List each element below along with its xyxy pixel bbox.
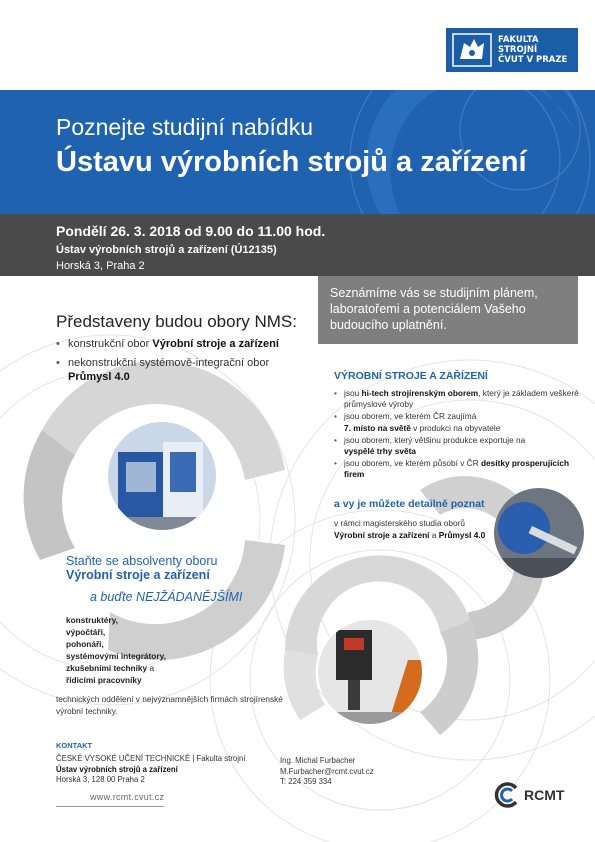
machine-photo-left <box>108 422 216 530</box>
contact-line2 <box>56 765 256 776</box>
vsz-heading: VÝROBNÍ STROJE A ZAŘÍZENÍ <box>334 370 488 382</box>
program2-prefix: nekonstrukční systémově-integrační obor <box>68 357 270 369</box>
event-address: Horská 3, Praha 2 <box>56 260 145 272</box>
contact-line1: ČESKÉ VYSOKÉ UČENÍ TECHNICKÉ | Fakulta strojní <box>56 754 246 763</box>
poznat-c: a <box>429 529 439 540</box>
spindle-photo-right <box>494 488 584 578</box>
vsz-list <box>334 388 579 481</box>
event-date: Pondělí 26. 3. 2018 od 9.00 do 11.00 hod. <box>56 223 326 239</box>
person-email[interactable]: M.Furbacher@rcmt.cvut.cz <box>280 766 374 776</box>
absolvent-line1: Staňte se absolventy oboru <box>66 554 218 568</box>
poznat-heading: a vy je můžete detailně poznat <box>334 498 485 510</box>
program2-name: Průmysl 4.0 <box>68 371 130 383</box>
person-name: Ing. Michal Furbacher <box>280 756 356 765</box>
list-item <box>66 662 166 674</box>
poznat-a: v rámci magisterského studia oborů <box>334 518 465 528</box>
rcmt-logo <box>494 782 564 808</box>
contact-heading: KONTAKT <box>56 741 93 750</box>
vsz-b4-a: jsou oborem, ve kterém působí v ČR <box>344 458 481 469</box>
list-item <box>334 435 579 457</box>
roles-list <box>66 614 166 686</box>
contact-person <box>280 756 374 788</box>
website-link[interactable]: www.rcmt.cvut.cz <box>90 792 165 802</box>
list-item: řídicími pracovníky <box>66 675 142 685</box>
robot-image <box>318 620 422 724</box>
program1-name: Výrobní stroje a zařízení <box>152 338 279 350</box>
title-line2: Ústavu výrobních strojů a zařízení <box>56 146 527 178</box>
program1-prefix: konstrukční obor <box>68 338 153 350</box>
poznat-b: Výrobní stroje a zařízení <box>334 529 430 540</box>
vsz-b3-a: jsou oborem, který většinu produkce exportuje na <box>344 434 526 445</box>
vsz-section <box>334 370 579 482</box>
programs-list <box>56 337 316 389</box>
list-item <box>56 356 316 384</box>
intro-box <box>318 276 578 344</box>
robot-photo-bottom <box>318 620 422 724</box>
list-item <box>334 388 579 410</box>
list-item: pohonáři, <box>66 639 104 649</box>
title-line1: Poznejte studijní nabídku <box>56 114 314 140</box>
absolvent-line2: Výrobní stroje a zařízení <box>66 568 210 582</box>
list-item <box>56 337 316 351</box>
programs-section <box>56 312 297 332</box>
title-band <box>0 90 595 214</box>
list-item: výpočtáři, <box>66 627 106 637</box>
event-institute: Ústav výrobních strojů a zařízení (Ú12135) <box>56 244 277 256</box>
vsz-b1-c: , který je základem veškeré průmyslové výroby <box>344 388 579 410</box>
contact-block <box>56 741 256 786</box>
list-item: konstruktéry, <box>66 615 118 625</box>
logo-line3: ČVUT V PRAZE <box>498 55 568 65</box>
logo-text <box>498 35 567 65</box>
list-item <box>334 411 579 433</box>
absolvent-line3: a buďte NEJŽÁDANĚJŠÍMI <box>90 590 243 604</box>
vsz-b3-b: vyspělé trhy světa <box>344 446 416 457</box>
vsz-b2-b: 7. místo na světě <box>344 422 411 433</box>
vsz-b2-a: jsou oborem, ve kterém ČR zaujímá <box>344 411 477 422</box>
footer-divider <box>56 806 164 807</box>
list-item: systémovými integrátory, <box>66 651 166 661</box>
poznat-d: Průmysl 4.0 <box>438 529 486 540</box>
vsz-b4-b: desítky prosperujících firem <box>344 458 570 480</box>
contact-line3: Horská 3, 128 00 Praha 2 <box>56 775 145 784</box>
role5-a: zkušebními techniky <box>66 663 148 673</box>
role5-b: a <box>147 663 155 673</box>
faculty-logo <box>446 28 578 72</box>
poznat-text <box>334 518 504 541</box>
list-item <box>334 458 579 480</box>
intro-text: Seznámíme vás se studijním plánem, laboratořemi a potenciálem Vašeho budoucího uplatnění. <box>330 286 538 332</box>
person-phone: T: 224 359 334 <box>280 777 332 786</box>
programs-heading: Představeny budou obory NMS: <box>56 312 297 331</box>
logo-line1: FAKULTA <box>498 35 539 45</box>
vsz-b1-a: jsou <box>344 388 362 398</box>
event-band <box>0 214 595 276</box>
vsz-b1-b: hi-tech strojírenským oborem <box>361 388 479 398</box>
absolvent-section <box>66 554 296 604</box>
logo-line2: STROJNÍ <box>498 45 538 55</box>
machine-tool-image <box>108 422 216 530</box>
rcmt-text: RCMT <box>524 787 565 803</box>
roles-tail: technických oddělení v nejvýznamnějších firmách strojírenské výrobní techniky. <box>56 694 283 716</box>
rcmt-mark-icon <box>494 782 520 808</box>
spindle-image <box>494 488 584 578</box>
lion-emblem-icon <box>452 33 492 67</box>
vsz-b2-c: v produkci na obyvatele <box>410 422 501 433</box>
contact-institute: Ústav výrobních strojů a zařízení <box>56 764 178 774</box>
